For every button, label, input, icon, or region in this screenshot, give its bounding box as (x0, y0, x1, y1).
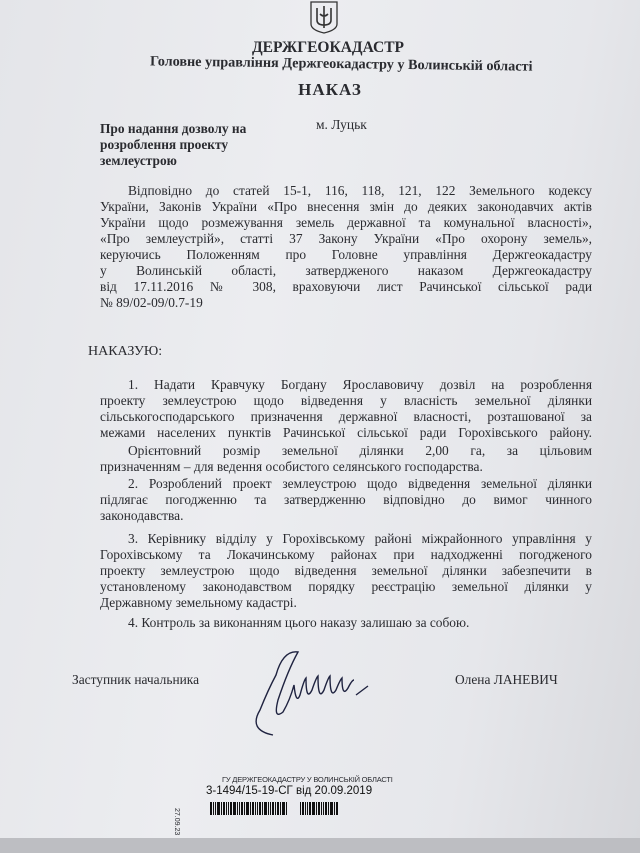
barcode-bar (259, 802, 261, 815)
barcode-bar (330, 802, 333, 815)
preamble-line: у Волинській області, затвердженого наказом Держгеокадастру (100, 263, 592, 278)
barcode (210, 802, 390, 815)
barcode-bar (230, 802, 232, 815)
item-line: проекту землеустрою щодо відведення у власність земельної ділянки (100, 393, 592, 408)
item-line: 4. Контроль за виконанням цього наказу залишаю за собою. (128, 615, 470, 630)
barcode-bar (246, 802, 249, 815)
item-line: законодавства. (100, 508, 184, 523)
item-line: установленому законодавством порядку реєстрацію земельної ділянки у (100, 579, 592, 594)
barcode-bar (282, 802, 285, 815)
barcode-bar (302, 802, 304, 815)
coat-of-arms-icon (308, 0, 340, 34)
doc-title: НАКАЗ (298, 80, 362, 99)
barcode-bar (321, 802, 322, 815)
barcode-bar (325, 802, 327, 815)
barcode-bar (264, 802, 267, 815)
barcode-bar (239, 802, 240, 815)
subject-heading (100, 121, 246, 169)
subject-line: розроблення проекту (100, 137, 229, 152)
barcode-bar (252, 802, 254, 815)
barcode-bar (305, 802, 306, 815)
item-line: Державному земельному кадастрі. (100, 595, 297, 610)
barcode-bar (257, 802, 258, 815)
stamp-org: ГУ ДЕРЖГЕОКАДАСТРУ У ВОЛИНСЬКІЙ ОБЛАСТІ (222, 775, 393, 784)
barcode-bar (250, 802, 251, 815)
table-surface (0, 838, 640, 853)
barcode-bar (244, 802, 245, 815)
barcode-bar (307, 802, 308, 815)
barcode-bar (210, 802, 212, 815)
barcode-bar (275, 802, 276, 815)
barcode-bar (226, 802, 227, 815)
barcode-bar (312, 802, 315, 815)
barcode-bar (237, 802, 238, 815)
barcode-bar (336, 802, 338, 815)
barcode-bar (323, 802, 324, 815)
barcode-bar (223, 802, 225, 815)
barcode-bar (255, 802, 256, 815)
department-name: Головне управління Держгеокадастру у Волинській області (149, 53, 533, 75)
item-line: межами населених пунктів Рачинської сільської ради Горохівського району. (100, 425, 592, 440)
barcode-bar (228, 802, 229, 815)
barcode-bar (217, 802, 220, 815)
handwritten-signature (228, 640, 378, 740)
item-line: призначенням – для ведення особистого селянського господарства. (100, 459, 483, 474)
order-word: НАКАЗУЮ: (88, 344, 163, 359)
item-line: 3. Керівнику відділу у Горохівському районі міжрайонного управління у (128, 531, 592, 546)
subject-line: землеустрою (100, 153, 177, 168)
item-line: 1. Надати Кравчуку Богдану Ярославовичу дозвіл на розроблення (128, 377, 592, 392)
item-line: сільськогосподарського призначення державної власності, розташованої за (100, 409, 592, 424)
signatory-name: Олена ЛАНЕВИЧ (455, 672, 558, 687)
barcode-bar (272, 802, 274, 815)
city: м. Луцьк (316, 117, 367, 132)
item-line: Горохівському та Локачинському районах при надходженні погодженого (100, 547, 592, 562)
barcode-bar (241, 802, 243, 815)
item-line: проекту землеустрою щодо відведення земельної ділянки забезпечити в (100, 563, 592, 578)
stamp-number: 3-1494/15-19-СГ від 20.09.2019 (206, 785, 373, 797)
preamble-line: керуючись Положенням про Головне управління Держгеокадастру (100, 247, 592, 262)
barcode-bar (270, 802, 271, 815)
item-line: підлягає погодженню та затвердженню відповідно до вимог чинного (100, 492, 592, 507)
barcode-bar (316, 802, 317, 815)
barcode-bar (328, 802, 329, 815)
barcode-bar (334, 802, 335, 815)
item-line: Орієнтовний розмір земельної ділянки 2,00 га, за цільовим (128, 443, 592, 458)
barcode-bar (213, 802, 214, 815)
subject-line: Про надання дозволу на (100, 121, 247, 136)
barcode-bar (262, 802, 263, 815)
preamble-line: від 17.11.2016 № 308, враховуючи лист Рачинської сільської ради (100, 279, 592, 294)
barcode-bar (268, 802, 269, 815)
barcode-bar (318, 802, 320, 815)
preamble-line: України щодо розмежування земель державної та комунальної власності», (100, 215, 592, 230)
barcode-bar (300, 802, 301, 815)
barcode-bar (233, 802, 236, 815)
item-line: 2. Розроблений проект землеустрою щодо відведення земельної ділянки (128, 476, 592, 491)
preamble-line: № 89/02-09/0.7-19 (100, 295, 203, 310)
barcode-bar (215, 802, 216, 815)
barcode-bar (286, 802, 287, 815)
preamble-line: «Про землеустрій», статті 37 Закону України «Про охорону земель», (100, 231, 592, 246)
signatory-position: Заступник начальника (72, 672, 200, 687)
preamble-line: України, Законів України «Про внесення змін до деяких законодавчих актів (100, 199, 592, 214)
barcode-bar (221, 802, 222, 815)
stamp-side-code: 27.09.23 (173, 808, 180, 836)
barcode-bar (280, 802, 281, 815)
agency-name: ДЕРЖГЕОКАДАСТР (251, 39, 405, 56)
barcode-bar (277, 802, 279, 815)
preamble-line: Відповідно до статей 15-1, 116, 118, 121, 122 Земельного кодексу (128, 183, 592, 198)
barcode-bar (309, 802, 311, 815)
